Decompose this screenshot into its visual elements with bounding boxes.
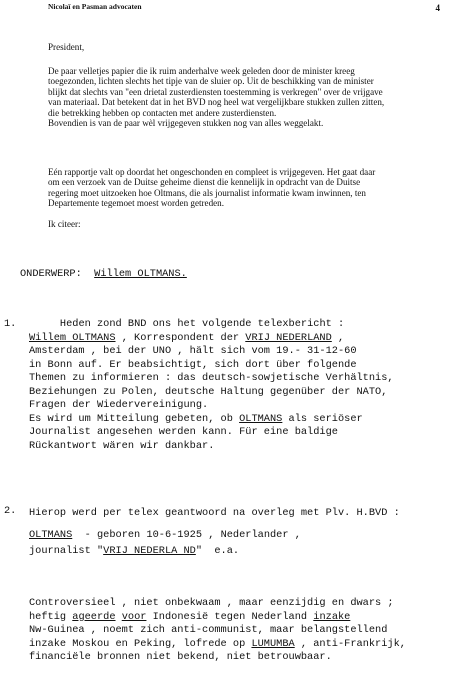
subject-label: ONDERWERP:	[20, 268, 82, 280]
page-number: 4	[435, 3, 440, 13]
quote-intro: Ik citeer:	[48, 219, 81, 229]
salutation: President,	[48, 42, 85, 52]
firm-name: Nicolaï en Pasman advocaten	[48, 2, 142, 11]
item-2-number: 2.	[4, 505, 17, 517]
page-header	[48, 2, 440, 16]
memo-assessment: Controversieel , niet onbekwaam , maar eenzijdig en dwars ; heftig ageerde voor Indonesië tegen Nederland inzake Nw-Guinea , noemt zich anti-communist, maar belangstellend inzake Moskou en Peking, lofrede op LUMUMBA , anti-Frankrijk, financiële bronnen niet bekend, niet betrouwbaar.	[29, 597, 406, 663]
letter-paragraph-1: De paar velletjes papier die ik ruim anderhalve week geleden door de minister kreeg toegezonden, lichten slechts het tipje van de sluier op. Uit de beschikking van de minister blijkt dat slechts van "een drietal zusterdiensten toestemming is verkregen" over de vrijgave van materiaal. Dat betekent dat in het BVD nog heel wat vergelijkbare stukken zullen zitten, die betrekking hebben op contacten met andere zusterdiensten. Bovendien is van de paar wèl vrijgegeven stukken nog van alles weggelakt.	[48, 66, 385, 129]
memo-subject	[20, 268, 187, 282]
subject-value: Willem OLTMANS.	[94, 268, 187, 280]
memo-item-2: Hierop werd per telex geantwoord na overleg met Plv. H.BVD : OLTMANS - geboren 10-6-1925 , Nederlander , journalist "VRIJ NEDERLA ND" e.a.	[29, 507, 400, 557]
agency-name: BND	[127, 318, 147, 330]
item-1-number: 1.	[4, 318, 17, 330]
letter-paragraph-2: Eén rapportje valt op doordat het ongeschonden en compleet is vrijgegeven. Het gaat daar om een verzoek van de Duitse geheime dienst die kennelijk in opdracht van de Duitse regering moet uitzoeken hoe Oltmans, die als journalist informatie kwam inwinnen, ten Departemente tegemoet moest worden getreden.	[48, 167, 376, 209]
memo-item-1: Heden zond BND ons het volgende telexbericht : Willem OLTMANS , Korrespondent der VRIJ NEDERLAND , Amsterdam , bei der UNO , hält sich vom 19.- 31-12-60 in Bonn auf. Er beabsichtigt, sich dort über folgende Themen zu informieren : das deutsch-sowjetische Verhältnis, Beziehungen zu Polen, deutsche Haltung gegenüber der NATO, Fragen der Wiedervereinigung. Es wird um Mitteilung gebeten, ob OLTMANS als seriöser Journalist angesehen werden kann. Für eine baldige Rückantwort wären wir dankbar.	[29, 318, 394, 452]
